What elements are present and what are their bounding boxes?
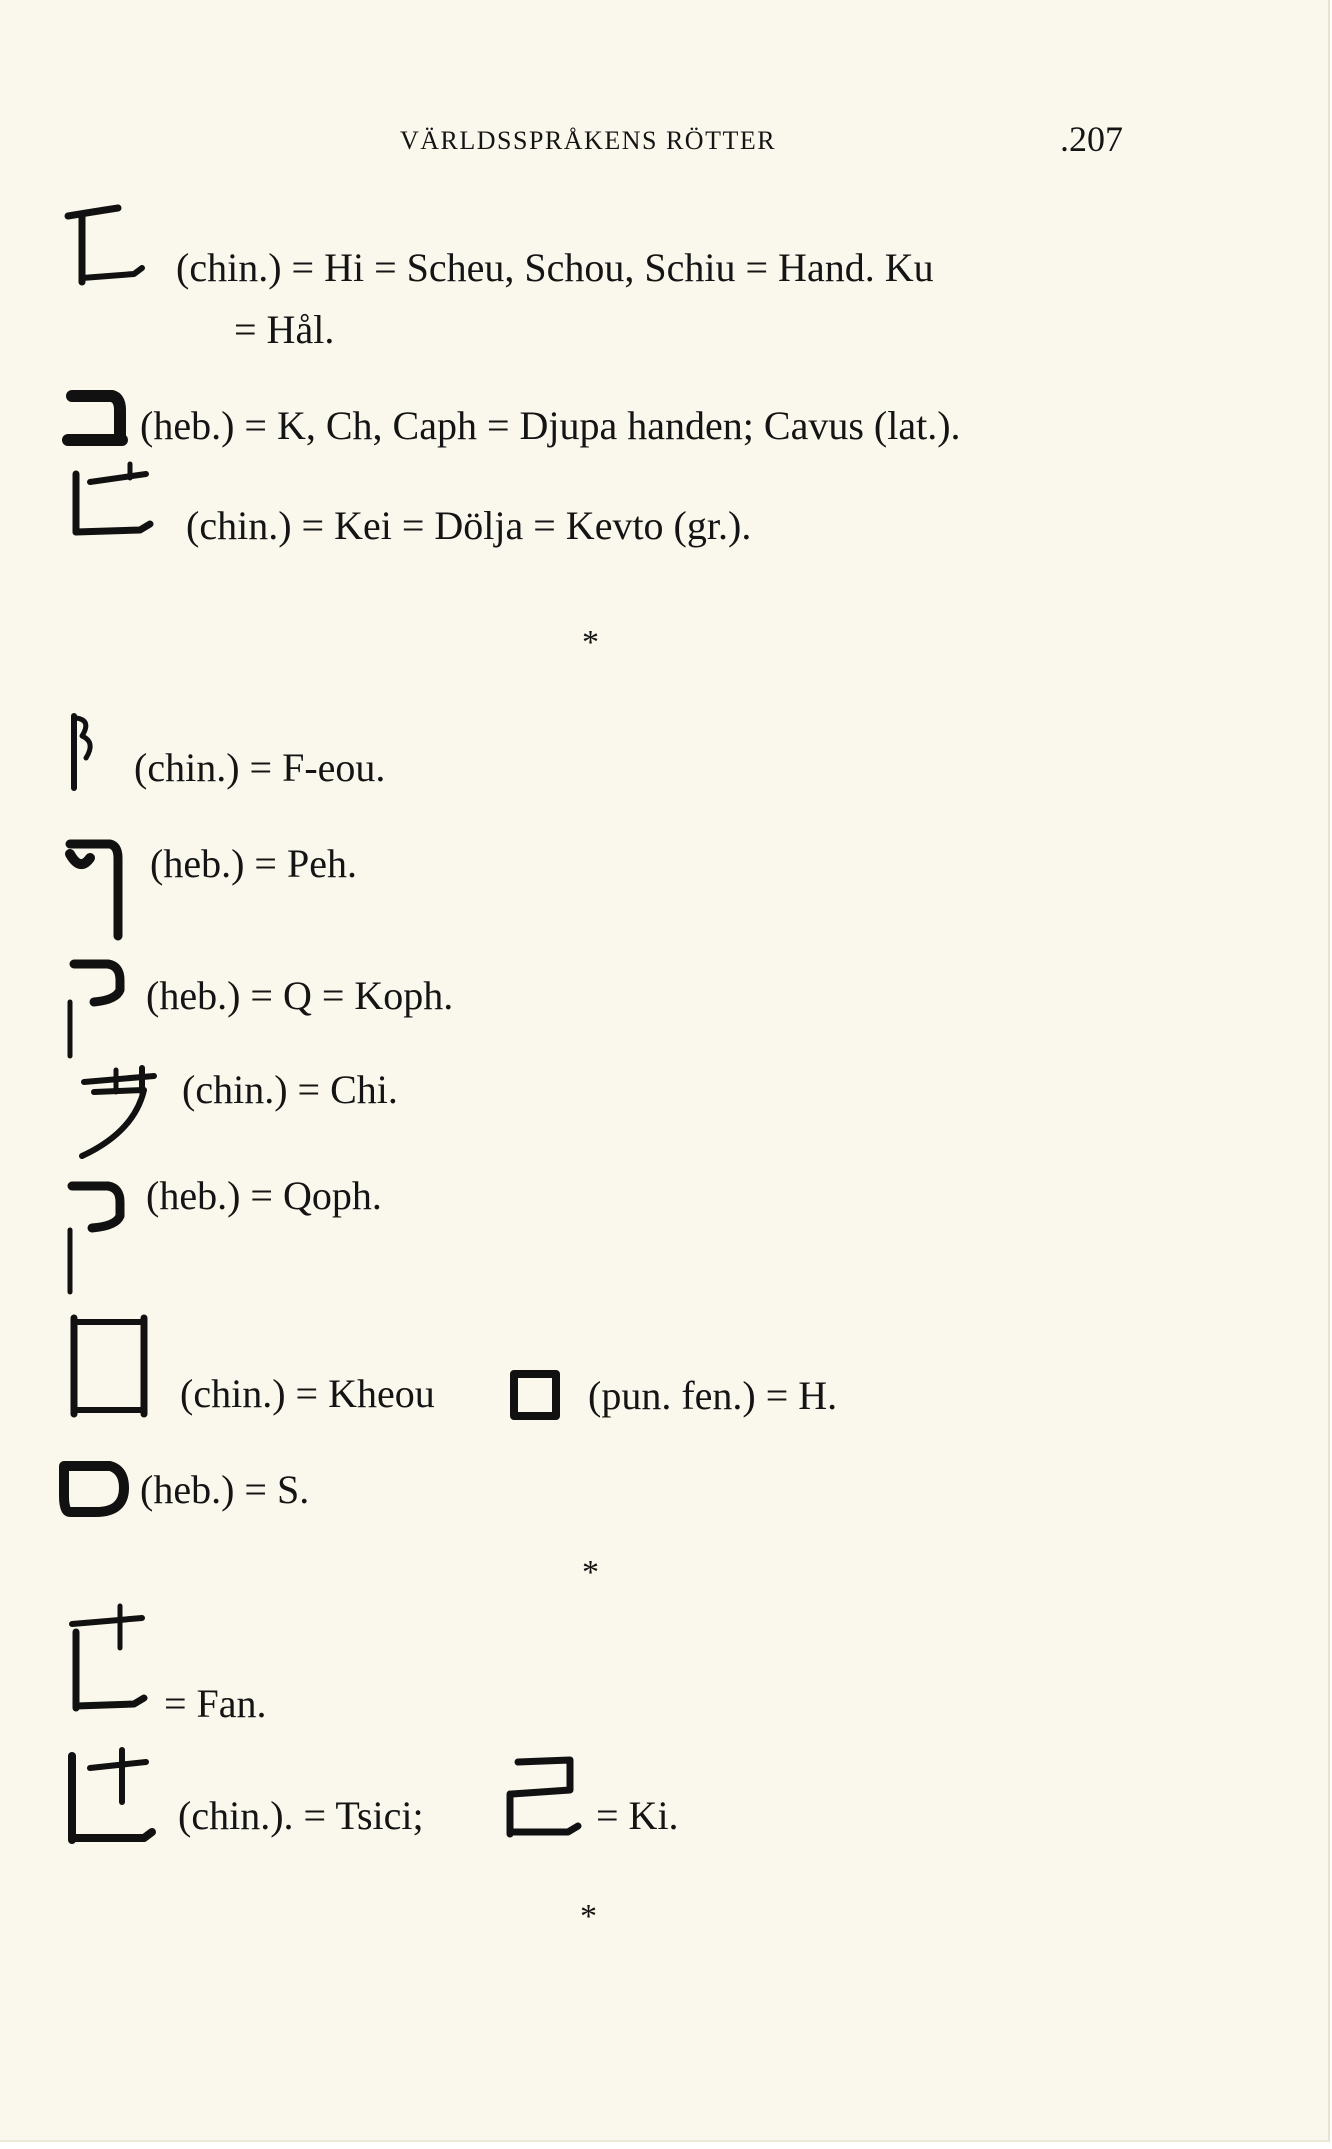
- entry-text: (heb.) = Q = Koph.: [146, 973, 454, 1018]
- hebrew-samekh-glyph: [58, 1456, 138, 1526]
- entry-text: = Fan.: [164, 1681, 267, 1726]
- chinese-hide-glyph: [68, 460, 158, 540]
- hebrew-kaph-glyph: [64, 386, 134, 450]
- entry-text: (heb.) = S.: [140, 1467, 310, 1512]
- chinese-hand-glyph: [62, 196, 152, 288]
- entry-text: (chin.) = F-eou.: [134, 745, 386, 790]
- section-separator: *: [582, 1554, 599, 1591]
- hebrew-peh-glyph: [60, 832, 140, 942]
- chinese-fan-glyph: [64, 1600, 164, 1720]
- chinese-f-glyph: [66, 712, 106, 792]
- chinese-tsici-glyph: [64, 1742, 164, 1852]
- punic-h-glyph: [506, 1366, 566, 1426]
- entry-text: (chin.). = Tsici;: [178, 1793, 424, 1838]
- entry-second-text: (pun. fen.) = H.: [588, 1373, 838, 1418]
- hebrew-qoph-glyph: [60, 1176, 140, 1296]
- section-separator: *: [580, 1898, 597, 1935]
- entry-text: (heb.) = K, Ch, Caph = Djupa handen; Cavus (lat.).: [140, 403, 961, 448]
- entry-second-text: = Ki.: [596, 1793, 679, 1838]
- entry-text: (chin.) = Chi.: [182, 1067, 398, 1112]
- entry-continuation: = Hål.: [234, 307, 335, 352]
- entry-text: (heb.) = Qoph.: [146, 1173, 382, 1218]
- section-separator: *: [582, 624, 599, 661]
- hebrew-qoph-glyph: [60, 954, 140, 1064]
- chinese-mouth-glyph: [66, 1310, 156, 1420]
- entry-text: (chin.) = Hi = Scheu, Schou, Schiu = Hand. Ku: [176, 245, 934, 290]
- entry-text: (chin.) = Kei = Dölja = Kevto (gr.).: [186, 503, 752, 548]
- chinese-chi-glyph: [74, 1062, 174, 1162]
- entry-text: (chin.) = Kheou: [180, 1371, 435, 1416]
- page-number: .207: [1060, 119, 1123, 159]
- entry-text: (heb.) = Peh.: [150, 841, 357, 886]
- chinese-ki-glyph: [498, 1746, 588, 1842]
- running-header: VÄRLDSSPRÅKENS RÖTTER: [400, 126, 777, 155]
